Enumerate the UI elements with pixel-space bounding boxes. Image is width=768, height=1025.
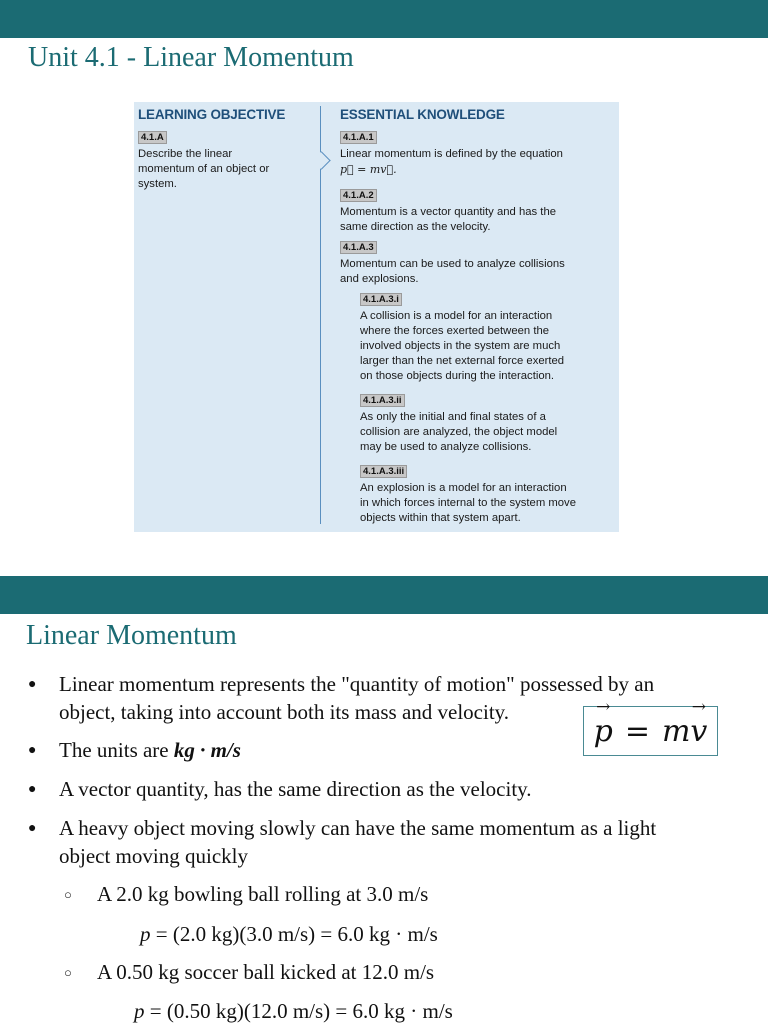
p-variable: p (140, 922, 151, 946)
knowledge-code: 4.1.A.1 (340, 131, 377, 144)
objective-entry (138, 130, 308, 192)
mass-symbol: m (661, 713, 691, 749)
bullet-dot: ● (28, 743, 37, 758)
bullet-text: object, taking into account both its mass and velocity. (59, 700, 510, 724)
units-text: kg · m/s (173, 738, 241, 762)
sub-bullet-circle: ○ (64, 965, 72, 980)
bullet-dot: ● (28, 677, 37, 692)
calculation-bowling-ball (140, 920, 438, 948)
knowledge-code: 4.1.A.3.iii (360, 465, 407, 478)
knowledge-line: A collision is a model for an interaction (360, 310, 553, 322)
knowledge-line: where the forces exerted between the (360, 325, 550, 337)
objective-code: 4.1.A (138, 131, 167, 144)
objective-line: Describe the linear (138, 148, 233, 160)
knowledge-code: 4.1.A.3 (340, 241, 377, 254)
knowledge-line: same direction as the velocity. (340, 221, 491, 233)
calculation-soccer-ball (134, 997, 453, 1025)
learning-objective-header: LEARNING OBJECTIVE (138, 107, 286, 122)
p-variable: p (134, 999, 145, 1023)
knowledge-entry (340, 188, 615, 235)
bullet-text: object moving quickly (59, 844, 248, 868)
v-vector: → v (690, 714, 707, 749)
momentum-formula-box (583, 706, 718, 756)
knowledge-subentry (360, 292, 615, 384)
learning-objective-table (134, 102, 619, 532)
knowledge-line: As only the initial and final states of a (360, 411, 546, 423)
knowledge-line: Momentum can be used to analyze collisions (340, 258, 565, 270)
p-vector: → p (594, 714, 613, 749)
equals-sign: = (624, 713, 650, 749)
bullet-dot: ● (28, 782, 37, 797)
essential-knowledge-header: ESSENTIAL KNOWLEDGE (340, 107, 505, 122)
example-bowling-ball: A 2.0 kg bowling ball rolling at 3.0 m/s (97, 882, 429, 906)
momentum-equation: p⃗ = mv⃗. (340, 163, 397, 176)
bullet-dot: ● (28, 821, 37, 836)
slide1-header-band (0, 0, 768, 38)
bullet-text: Linear momentum represents the "quantity of motion" possessed by an (59, 672, 655, 696)
knowledge-line: collision are analyzed, the object model (360, 426, 558, 438)
bullet-text: The units are (59, 738, 174, 762)
knowledge-subentry (360, 464, 615, 526)
knowledge-line: objects within that system apart. (360, 512, 521, 524)
slide1-title: Unit 4.1 - Linear Momentum (28, 42, 354, 73)
bullet-vector-quantity: A vector quantity, has the same direction as the velocity. (59, 777, 532, 801)
objective-line: system. (138, 178, 177, 190)
slide2-title: Linear Momentum (26, 620, 237, 651)
chevron-right-icon (312, 151, 330, 169)
calculation-text: = (2.0 kg)(3.0 m/s) = 6.0 kg · m/s (150, 922, 438, 946)
knowledge-code: 4.1.A.3.ii (360, 394, 405, 407)
knowledge-code: 4.1.A.3.i (360, 293, 402, 306)
bullet-text: A heavy object moving slowly can have the same momentum as a light (59, 816, 657, 840)
objective-line: momentum of an object or (138, 163, 270, 175)
calculation-text: = (0.50 kg)(12.0 m/s) = 6.0 kg · m/s (144, 999, 453, 1023)
bullet-heavy-light (59, 814, 759, 870)
knowledge-line: may be used to analyze collisions. (360, 441, 532, 453)
slide2-header-band (0, 576, 768, 614)
knowledge-subentry (360, 393, 615, 455)
knowledge-line: and explosions. (340, 273, 419, 285)
knowledge-line: larger than the net external force exerted (360, 355, 565, 367)
knowledge-line: Momentum is a vector quantity and has the (340, 206, 557, 218)
knowledge-line: in which forces internal to the system move (360, 497, 576, 509)
example-soccer-ball: A 0.50 kg soccer ball kicked at 12.0 m/s (97, 960, 435, 984)
sub-bullet-circle: ○ (64, 887, 72, 902)
knowledge-entry (340, 130, 615, 177)
knowledge-line: An explosion is a model for an interaction (360, 482, 567, 494)
knowledge-code: 4.1.A.2 (340, 189, 377, 202)
knowledge-line: Linear momentum is defined by the equation (340, 148, 563, 160)
knowledge-entry (340, 240, 615, 287)
knowledge-line: on those objects during the interaction. (360, 370, 555, 382)
bullet-units (59, 736, 241, 764)
knowledge-line: involved objects in the system are much (360, 340, 561, 352)
